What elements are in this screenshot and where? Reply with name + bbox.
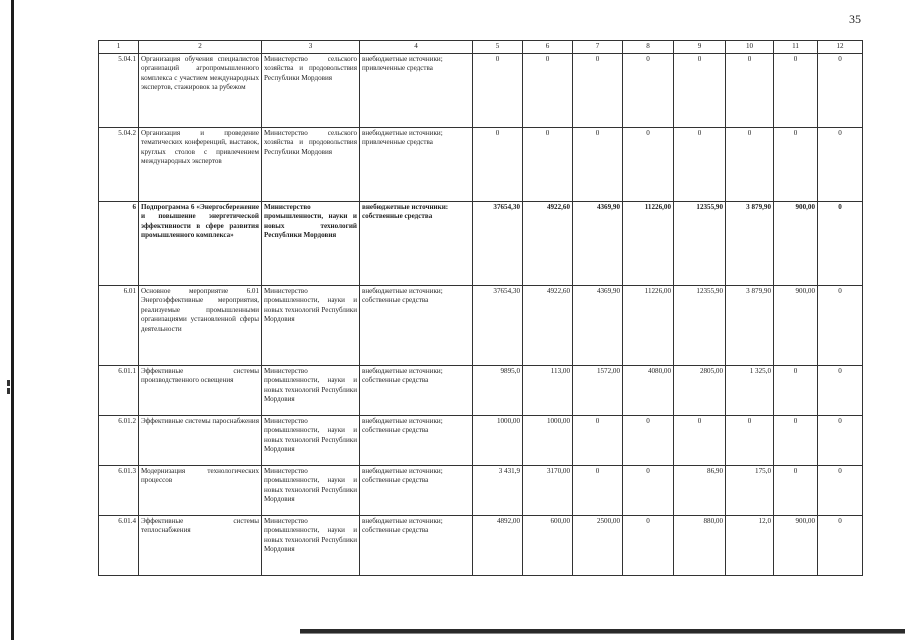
row-value: 0 [774,466,818,516]
row-value: 11226,00 [623,202,674,286]
row-code: 6.01 [99,286,139,366]
row-value: 11226,00 [623,286,674,366]
table-row [99,286,863,366]
row-value: 0 [726,128,774,202]
row-value: 0 [523,128,573,202]
row-executor: Министерство сельского хозяйства и продовольствия Республики Мордовия [262,54,360,128]
table-row [99,416,863,466]
row-funding-source: внебюджетные источники; собственные средства [360,516,473,576]
row-value: 0 [623,466,674,516]
row-value: 0 [523,54,573,128]
row-value: 0 [473,128,523,202]
row-value: 12,0 [726,516,774,576]
row-value: 86,90 [674,466,726,516]
table-row [99,516,863,576]
row-funding-source: внебюджетные источники; собственные средства [360,466,473,516]
row-funding-source: внебюджетные источники; собственные средства [360,416,473,466]
row-value: 900,00 [774,286,818,366]
row-value: 0 [774,366,818,416]
row-code: 6.01.4 [99,516,139,576]
row-name: Подпрограмма 6 «Энергосбережение и повышение энергетической эффективности в сфере развития промышленного комплекса» [139,202,262,286]
program-table [98,40,863,576]
row-value: 0 [818,202,863,286]
row-value: 0 [623,416,674,466]
column-header: 6 [523,41,573,54]
row-value: 0 [726,416,774,466]
row-value: 0 [674,416,726,466]
row-value: 0 [573,128,623,202]
row-value: 1 325,0 [726,366,774,416]
row-value: 900,00 [774,202,818,286]
table-row [99,202,863,286]
row-executor: Министерство промышленности, науки и новых технологий Республики Мордовия [262,516,360,576]
row-code: 5.04.1 [99,54,139,128]
row-value: 4922,60 [523,202,573,286]
column-header: 4 [360,41,473,54]
row-code: 6.01.2 [99,416,139,466]
column-header: 12 [818,41,863,54]
row-value: 900,00 [774,516,818,576]
scan-bottom-edge-shadow [300,633,905,634]
row-value: 4892,00 [473,516,523,576]
row-executor: Министерство промышленности, науки и новых технологий Республики Мордовия [262,286,360,366]
row-name: Основное мероприятие 6.01 Энергоэффективные мероприятия, реализуемые промышленными организациями установленной сферы деятельности [139,286,262,366]
row-value: 2500,00 [573,516,623,576]
row-value: 4922,60 [523,286,573,366]
row-code: 6.01.3 [99,466,139,516]
row-value: 880,00 [674,516,726,576]
row-value: 0 [818,128,863,202]
row-value: 0 [818,366,863,416]
row-value: 37654,30 [473,202,523,286]
table-body [99,41,863,576]
column-header: 11 [774,41,818,54]
column-header: 7 [573,41,623,54]
row-executor: Министерство промышленности, науки и новых технологий Республики Мордовия [262,366,360,416]
table-row [99,466,863,516]
row-value: 600,00 [523,516,573,576]
row-value: 3 431,9 [473,466,523,516]
row-value: 0 [818,54,863,128]
page-number: 35 [849,12,861,26]
row-value: 1000,00 [473,416,523,466]
column-header: 2 [139,41,262,54]
row-value: 0 [774,54,818,128]
row-value: 1572,00 [573,366,623,416]
column-header: 1 [99,41,139,54]
row-value: 0 [774,416,818,466]
row-funding-source: внебюджетные источники; собственные средства [360,286,473,366]
row-value: 0 [674,128,726,202]
row-funding-source: внебюджетные источники: собственные средства [360,202,473,286]
row-value: 0 [726,54,774,128]
row-value: 3170,00 [523,466,573,516]
row-executor: Министерство промышленности, науки и новых технологий Республики Мордовия [262,416,360,466]
row-name: Модернизация технологических процессов [139,466,262,516]
column-header: 3 [262,41,360,54]
row-name: Организация и проведение тематических конференций, выставок, круглых столов с привлечением международных экспертов [139,128,262,202]
row-value: 0 [573,54,623,128]
scan-left-edge [11,0,14,640]
table-row [99,128,863,202]
row-funding-source: внебюджетные источники; привлеченные средства [360,54,473,128]
table-row [99,366,863,416]
scan-mark [7,380,10,386]
row-name: Эффективные системы пароснабжения [139,416,262,466]
row-value: 0 [623,128,674,202]
row-executor: Министерство сельского хозяйства и продовольствия Республики Мордовия [262,128,360,202]
row-code: 6.01.1 [99,366,139,416]
row-value: 0 [674,54,726,128]
row-value: 0 [818,466,863,516]
row-value: 0 [818,286,863,366]
row-value: 9895,0 [473,366,523,416]
header-row [99,41,863,54]
row-value: 12355,90 [674,286,726,366]
row-value: 0 [623,516,674,576]
row-value: 37654,30 [473,286,523,366]
row-funding-source: внебюджетные источники; собственные средства [360,366,473,416]
row-code: 6 [99,202,139,286]
row-value: 0 [774,128,818,202]
row-value: 0 [573,416,623,466]
column-header: 8 [623,41,674,54]
row-value: 1000,00 [523,416,573,466]
row-funding-source: внебюджетные источники; привлеченные средства [360,128,473,202]
row-value: 3 879,90 [726,202,774,286]
row-executor: Министерство промышленности, науки и новых технологий Республики Мордовия [262,202,360,286]
row-value: 2805,00 [674,366,726,416]
row-code: 5.04.2 [99,128,139,202]
column-header: 9 [674,41,726,54]
scan-mark [7,388,10,394]
row-executor: Министерство промышленности, науки и новых технологий Республики Мордовия [262,466,360,516]
row-value: 0 [473,54,523,128]
row-value: 12355,90 [674,202,726,286]
row-value: 4369,90 [573,286,623,366]
table-row [99,54,863,128]
row-name: Эффективные системы теплоснабжения [139,516,262,576]
row-value: 4080,00 [623,366,674,416]
row-value: 4369,90 [573,202,623,286]
row-name: Организация обучения специалистов организаций агропромышленного комплекса с участием международных экспертов, стажировок за рубежом [139,54,262,128]
row-value: 0 [818,416,863,466]
row-value: 0 [573,466,623,516]
column-header: 10 [726,41,774,54]
row-value: 0 [623,54,674,128]
column-header: 5 [473,41,523,54]
row-name: Эффективные системы производственного освещения [139,366,262,416]
row-value: 175,0 [726,466,774,516]
row-value: 3 879,90 [726,286,774,366]
row-value: 113,00 [523,366,573,416]
row-value: 0 [818,516,863,576]
